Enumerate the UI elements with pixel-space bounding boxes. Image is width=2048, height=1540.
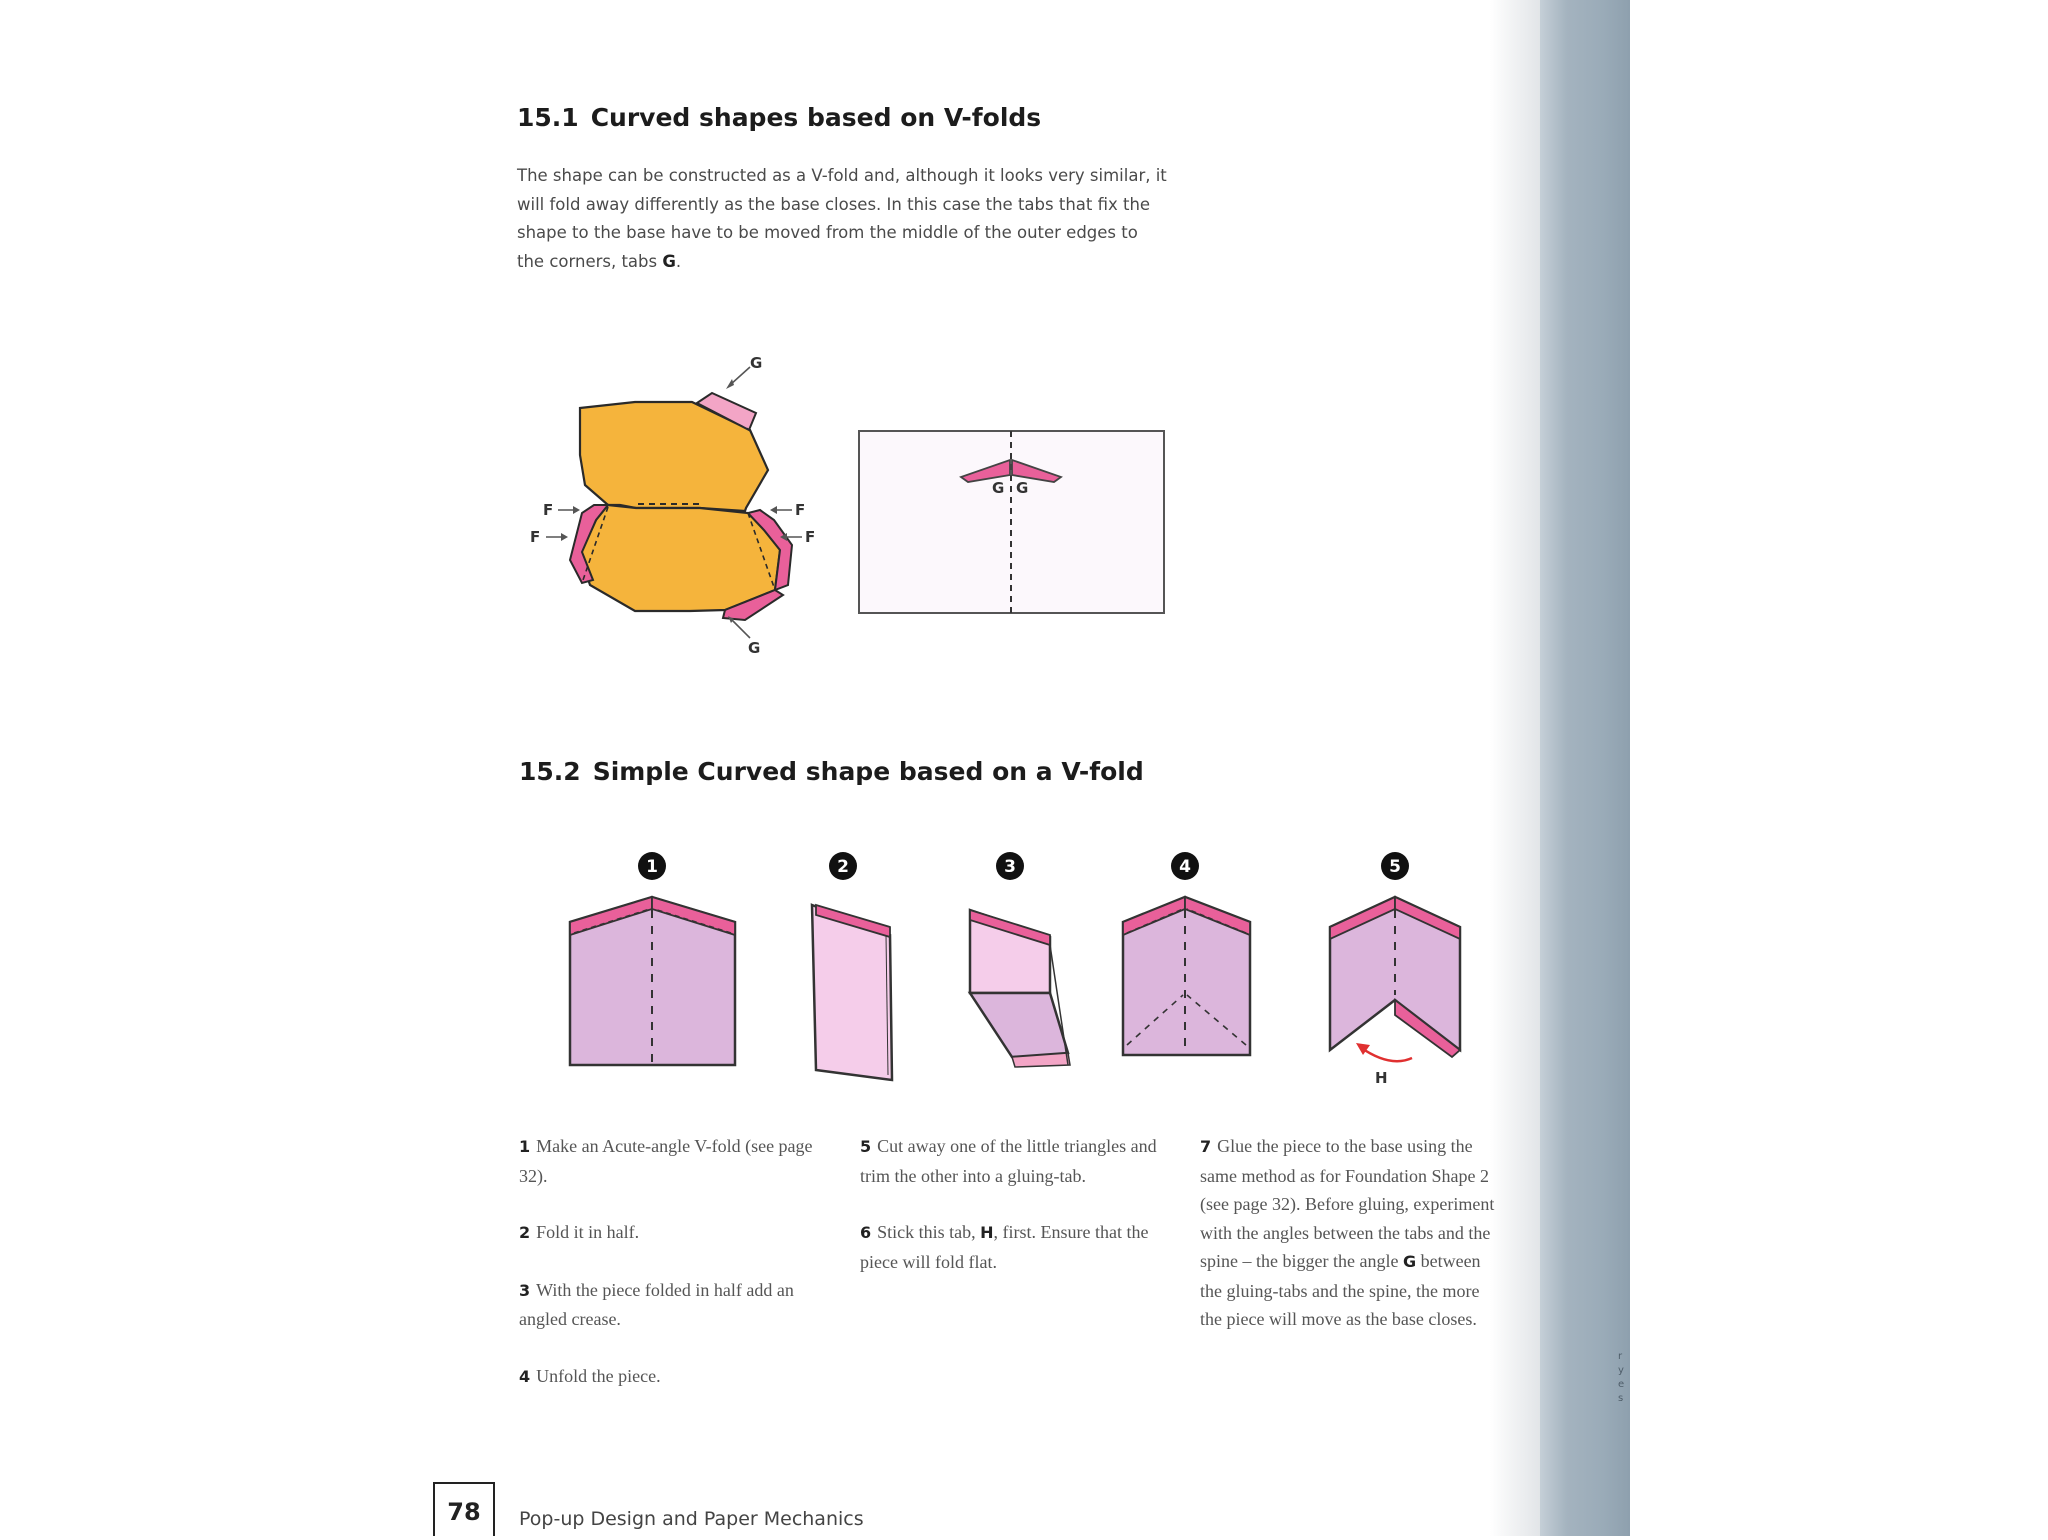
label-g-bottom: G: [748, 639, 761, 657]
step-diagrams: [560, 845, 1460, 1095]
section-number: 15.1: [517, 103, 579, 132]
step-marker-4: [1171, 852, 1199, 880]
instruction-step-1: 1 Make an Acute-angle V-fold (see page 32).: [519, 1136, 813, 1186]
step-3-diagram: [970, 910, 1070, 1067]
svg-text:3: 3: [1004, 857, 1016, 877]
label-g-right-base: G: [1016, 479, 1029, 497]
label-f-right-1: F: [795, 501, 806, 519]
instructions-column-3: [1200, 1132, 1505, 1362]
instruction-step-3: 3 With the piece folded in half add an angled crease.: [519, 1279, 794, 1329]
bottom-lobe: [580, 505, 780, 611]
page-number: 78: [433, 1482, 495, 1536]
svg-text:5: 5: [1389, 857, 1401, 877]
label-f-right-2: F: [805, 528, 816, 546]
section-title: Simple Curved shape based on a V-fold: [592, 757, 1144, 786]
label-g-top: G: [750, 354, 763, 372]
svg-text:1: 1: [646, 857, 658, 877]
instruction-step-4: 4 Unfold the piece.: [519, 1365, 661, 1386]
step-marker-5: [1381, 852, 1409, 880]
label-f-left-2: F: [530, 528, 541, 546]
curved-shape-net-diagram: [520, 345, 840, 665]
instructions-column-2: [860, 1132, 1160, 1304]
section-title: Curved shapes based on V-folds: [590, 103, 1042, 132]
book-spine: [1540, 0, 1630, 1536]
running-footer-title: Pop-up Design and Paper Mechanics: [519, 1508, 864, 1530]
intro-paragraph: The shape can be constructed as a V-fold and, although it looks very similar, it will fold away differently as the base closes. In this case the tabs that fix the shape to the base have to be moved from the middle of the outer edges to the corners, tabs G.: [517, 166, 1167, 271]
step-2-diagram: [812, 905, 892, 1080]
step-marker-2: [829, 852, 857, 880]
svg-text:4: 4: [1179, 857, 1191, 877]
arrow-label-h: H: [1375, 1069, 1388, 1087]
instruction-step-5: 5 Cut away one of the little triangles and trim the other into a gluing-tab.: [860, 1136, 1157, 1186]
base-card-diagram: [858, 430, 1168, 615]
section-heading-15-1: [517, 103, 1041, 132]
instruction-step-2: 2 Fold it in half.: [519, 1222, 640, 1242]
section-number: 15.2: [519, 757, 581, 786]
instruction-step-7: 7 Glue the piece to the base using the same method as for Foundation Shape 2 (see page 32). Before gluing, experiment with the angles between the tabs and the spine – the bigger the angle G between the gluing-tabs and the spine, the more the piece will move as the base closes.: [1200, 1136, 1495, 1329]
step-4-diagram: [1123, 897, 1250, 1055]
step-marker-1: [638, 852, 666, 880]
spine-cutoff-text: r y e s: [1618, 1351, 1625, 1404]
step-1-diagram: [570, 897, 735, 1065]
instructions-column-1: [519, 1132, 839, 1419]
step-5-diagram: [1330, 897, 1460, 1087]
step-marker-3: [996, 852, 1024, 880]
instruction-step-6: 6 Stick this tab, H, first. Ensure that the piece will fold flat.: [860, 1222, 1149, 1272]
label-g-left-base: G: [992, 479, 1005, 497]
svg-text:2: 2: [837, 857, 849, 877]
section-heading-15-2: [519, 757, 1144, 786]
label-f-left-1: F: [543, 501, 554, 519]
